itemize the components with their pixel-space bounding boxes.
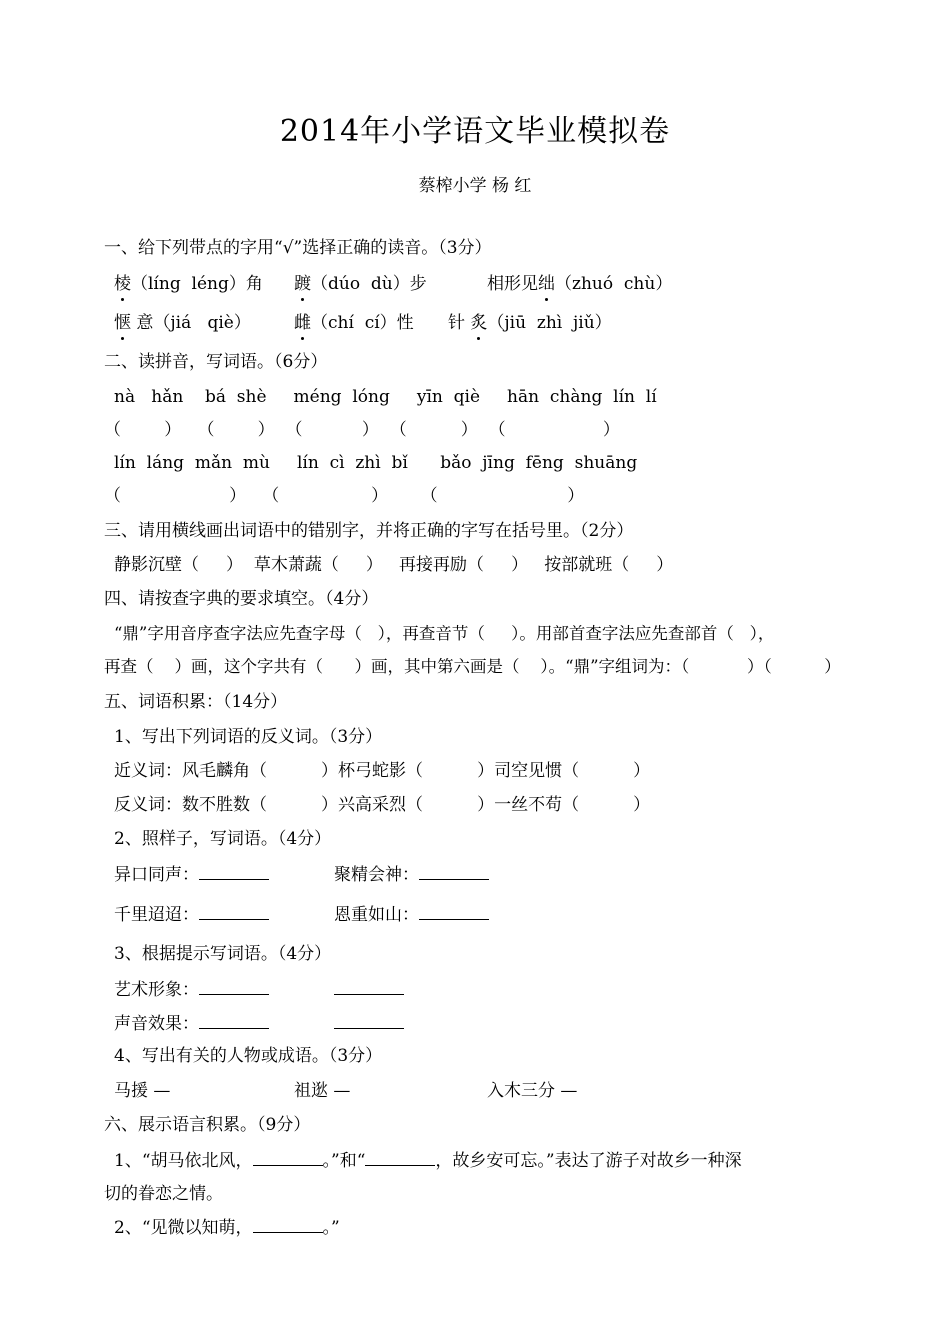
pinyin-row-1: nà hǎn bá shè méng lóng yīn qiè hān chàng lín lí <box>114 387 657 407</box>
answer-brackets-2: （ ） （ ） （ ） <box>104 486 585 506</box>
s1-item-5: 雌（chí cí）性 <box>294 313 414 333</box>
s5-q2-example-4: 恩重如山： <box>334 903 489 926</box>
s1-item-1: 棱（líng léng）角 <box>114 274 263 294</box>
s1-item-3: 相形见绌（zhuó chù） <box>487 274 673 294</box>
s5-q2-example-2: 聚精会神： <box>334 863 489 886</box>
s5-q1: 1、写出下列词语的反义词。（3分） <box>114 727 383 747</box>
s6-q1-line-1: 1、“胡马依北风， 。”和“ ，故乡安可忘。”表达了游子对故乡一种深 <box>114 1151 742 1171</box>
answer-blank[interactable] <box>253 1149 323 1166</box>
s5-q3: 3、根据提示写词语。（4分） <box>114 944 332 964</box>
s5-q4-item-1: 马援 — <box>114 1081 171 1101</box>
answer-brackets-1: （ ） （ ） （ ） （ ） （ ） <box>104 420 620 440</box>
s5-q4: 4、写出有关的人物或成语。（3分） <box>114 1046 383 1066</box>
section-4-heading: 四、请按查字典的要求填空。（4分） <box>104 589 379 609</box>
section-3-heading: 三、请用横线画出词语中的错别字，并将正确的字写在括号里。（2分） <box>104 521 634 541</box>
answer-blank[interactable] <box>419 863 489 880</box>
s5-q2-example-1: 异口同声： <box>114 863 269 886</box>
s5-q1-antonyms: 反义词：数不胜数（ ）兴高采烈（ ）一丝不苟（ ） <box>114 795 651 815</box>
s5-q3-art-blank2 <box>334 978 404 1001</box>
s1-item-4: 惬 意（jiá qiè） <box>114 313 251 333</box>
s5-q2-example-3: 千里迢迢： <box>114 903 269 926</box>
s5-q2: 2、照样子，写词语。（4分） <box>114 829 332 849</box>
answer-blank[interactable] <box>199 903 269 920</box>
s5-q4-item-3: 入木三分 — <box>487 1081 578 1101</box>
s6-q2-line: 2、“见微以知萌， 。” <box>114 1218 340 1238</box>
s4-line-1: “鼎”字用音序查字法应先查字母（ ），再查音节（ ）。用部首查字法应先查部首（ ）， <box>114 624 775 643</box>
answer-blank[interactable] <box>199 1012 269 1029</box>
answer-blank[interactable] <box>334 978 404 995</box>
s5-q3-sound-blank2 <box>334 1012 404 1035</box>
s6-q1-line-2: 切的眷恋之情。 <box>104 1184 223 1204</box>
answer-blank[interactable] <box>253 1216 323 1233</box>
answer-blank[interactable] <box>334 1012 404 1029</box>
section-1-heading: 一、给下列带点的字用“√”选择正确的读音。（3分） <box>104 238 492 258</box>
answer-blank[interactable] <box>199 863 269 880</box>
s5-q1-synonyms: 近义词：风毛麟角（ ）杯弓蛇影（ ）司空见惯（ ） <box>114 761 651 781</box>
section-2-heading: 二、读拼音，写词语。（6分） <box>104 352 328 372</box>
s1-item-6: 针 炙（jiū zhì jiǔ） <box>448 313 612 333</box>
s4-line-2: 再查（ ）画，这个字共有（ ）画，其中第六画是（ ）。“鼎”字组词为：（ ）（ ） <box>104 657 841 676</box>
answer-blank[interactable] <box>199 978 269 995</box>
answer-blank[interactable] <box>365 1149 435 1166</box>
author-line: 蔡榨小学 杨 红 <box>418 176 532 196</box>
page-title: 2014年小学语文毕业模拟卷 <box>279 114 671 149</box>
section-6-heading: 六、展示语言积累。（9分） <box>104 1115 311 1135</box>
s5-q3-art: 艺术形象： <box>114 978 269 1001</box>
answer-blank[interactable] <box>419 903 489 920</box>
s5-q3-sound: 声音效果： <box>114 1012 269 1035</box>
s3-words: 静影沉壁（ ） 草木萧蔬（ ） 再接再励（ ） 按部就班（ ） <box>114 555 674 575</box>
s1-item-2: 踱（dúo dù）步 <box>294 274 427 294</box>
section-5-heading: 五、词语积累：（14分） <box>104 692 288 712</box>
pinyin-row-2: lín láng mǎn mù lín cì zhì bǐ bǎo jīng fēng shuāng <box>114 453 638 473</box>
s5-q4-item-2: 祖逖 — <box>294 1081 351 1101</box>
